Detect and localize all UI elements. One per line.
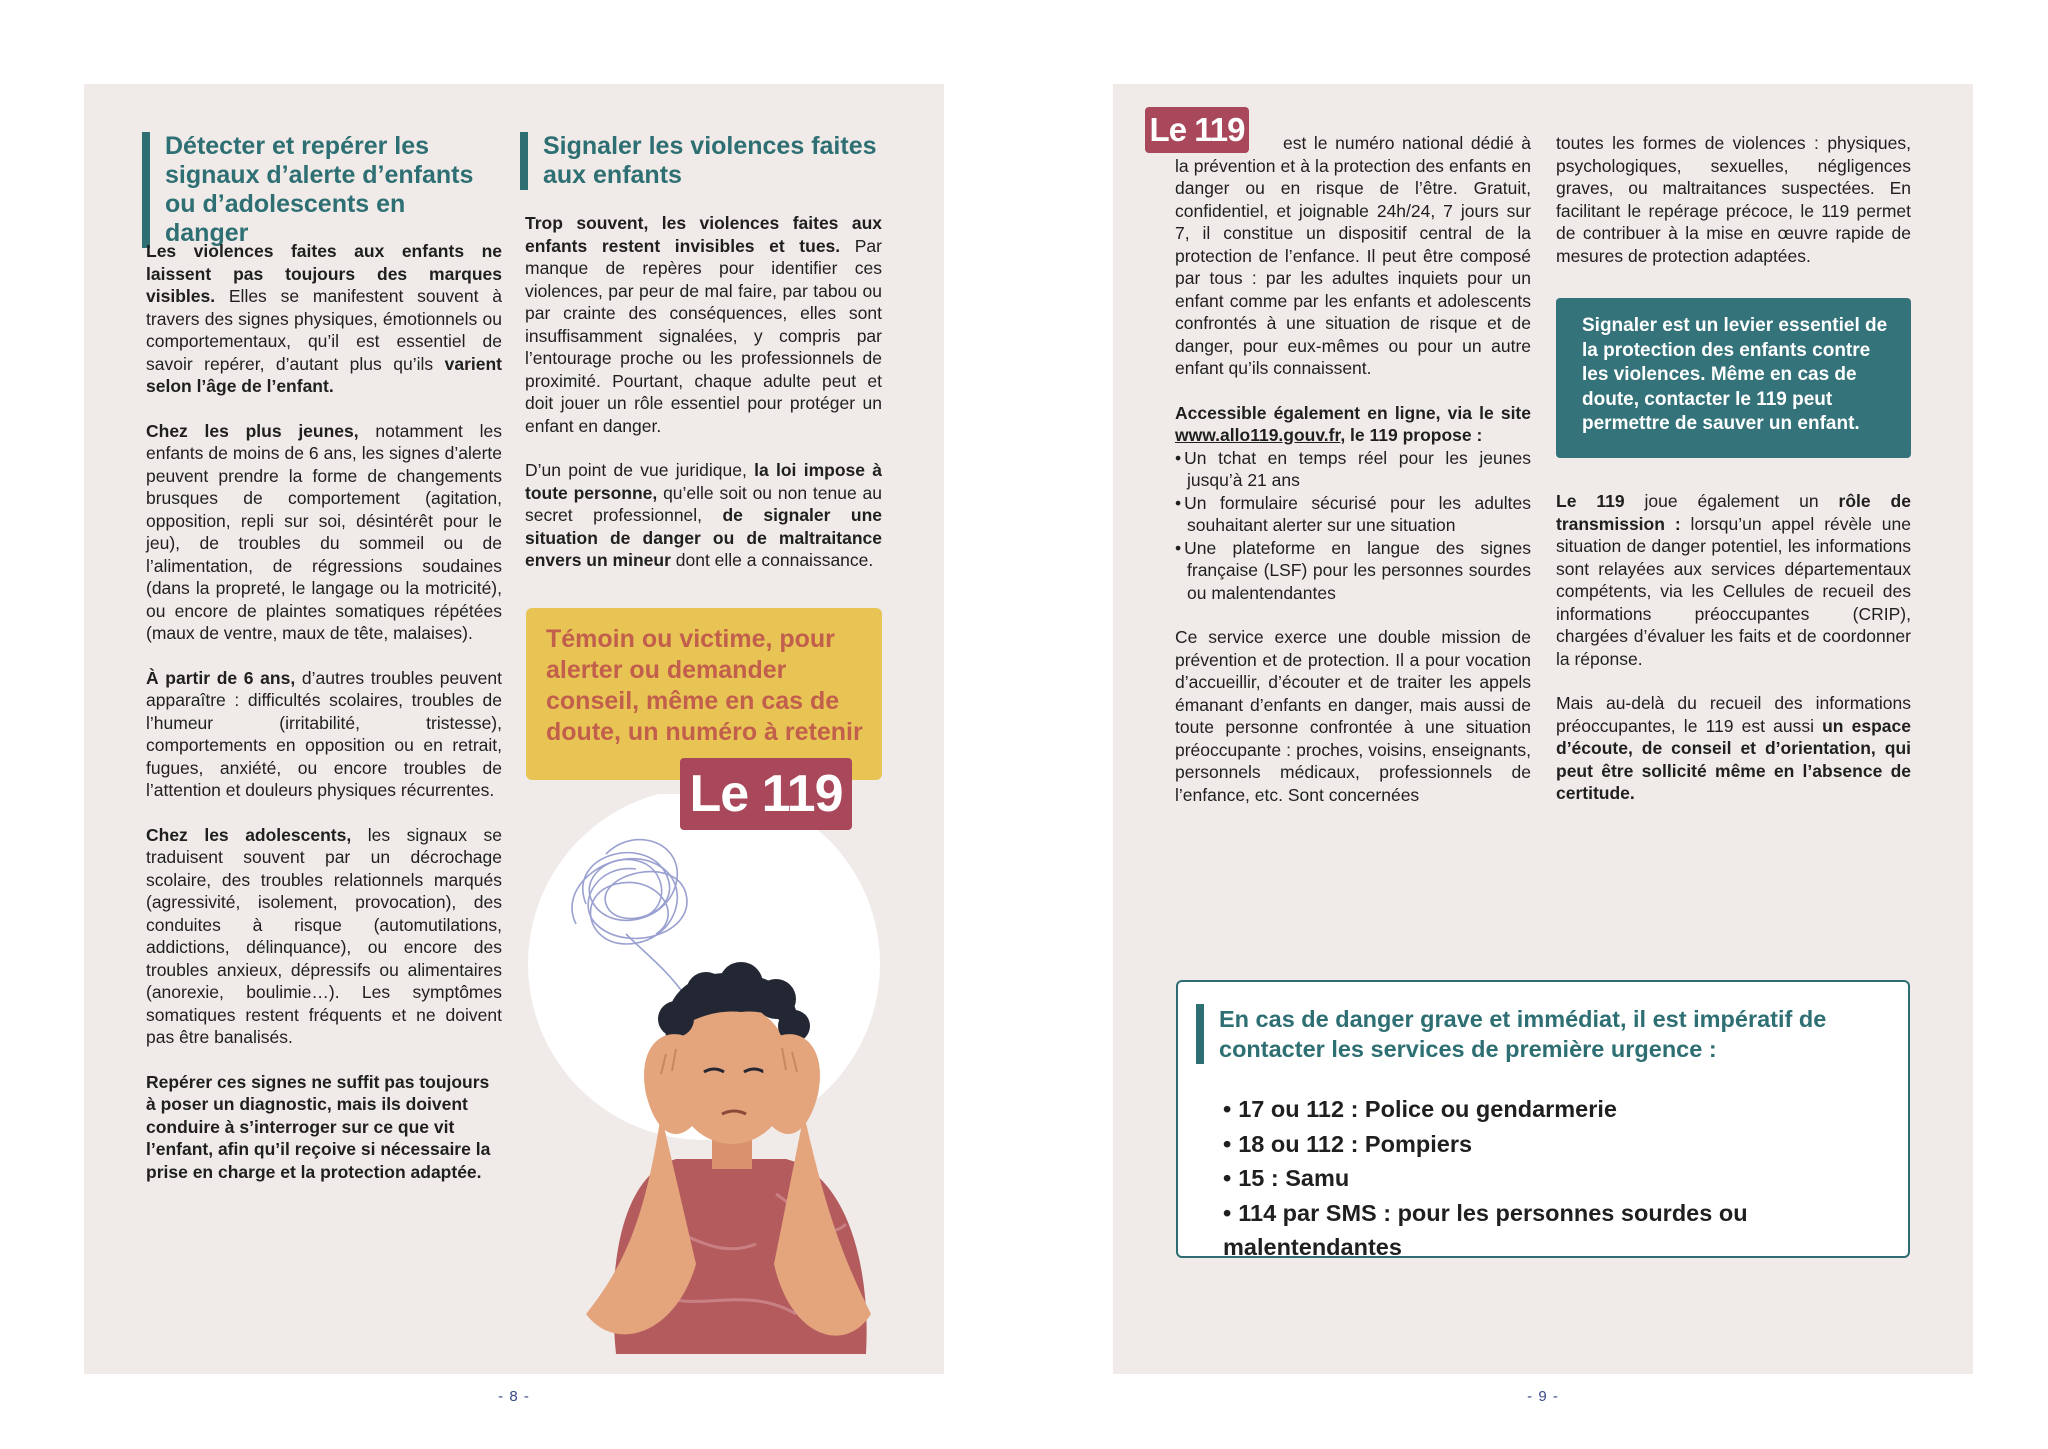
emergency-box [1176,980,1910,1258]
emergency-title: En cas de danger grave et immédiat, il est impératif de contacter les services de première urgence : [1196,1004,1879,1064]
list-item: • 114 par SMS : pour les personnes sourdes ou malentendantes [1223,1196,1908,1265]
highlight-box [1556,298,1911,458]
paragraph: Ce service exerce une double mission de prévention et de protection. Il a pour vocation d’accueillir, d’écouter et de traiter les appels émanant d’enfants en danger, mais aussi de toute personne confrontée à une situation préoccupante : proches, voisins, enseignants, personnels médicaux, professionnels de l’enfance, etc. Sont concernées [1175,627,1531,805]
list-item: • Une plateforme en langue des signes française (LSF) pour les personnes sourdes ou malentendantes [1175,537,1531,605]
heading-signaler: Signaler les violences faites aux enfants [520,132,883,190]
list-item: • Un formulaire sécurisé pour les adultes souhaitant alerter sur une situation [1175,492,1531,537]
paragraph: toutes les formes de violences : physiques, psychologiques, sexuelles, négligences graves, ou maltraitances suspectées. En facilitant le repérage précoce, le 119 permet de contribuer à la mise en œuvre rapide de mesures de protection adaptées. [1556,133,1911,266]
paragraph: Chez les adolescents, les signaux se traduisent souvent par un décrochage scolaire, des troubles relationnels marqués (agressivité, isolement, provocation), des conduites à risque (automutilations, addictions, délinquance), ou encore des troubles anxieux, dépressifs ou alimentaires (anorexie, boulimie…). Les symptômes somatiques restent fréquents et ne doivent pas être banalisés. [146,824,502,1047]
column-signaler [525,212,882,594]
column-detecter [146,240,502,1205]
paragraph: Accessible également en ligne, via le site www.allo119.gouv.fr, le 119 propose : [1175,402,1531,445]
paragraph: Trop souvent, les violences faites aux enfants restent invisibles et tues. Par manque de repères pour identifier ces violences, par peur de mal faire, par tabou ou par crainte des conséquences, elles sont insuffisamment signalées, y compris par l’entourage proche ou les professionnels de proximité. Pourtant, chaque adulte peut et doit jouer un rôle essentiel pour protéger un enfant en danger. [525,213,882,436]
paragraph: Chez les plus jeunes, notamment les enfants de moins de 6 ans, les signes d’alerte peuvent prendre la forme de changements brusques de comportement (agitation, opposition, repli sur soi, désintérêt pour le jeu), de troubles du sommeil ou de l’alimentation, de régressions soudaines (dans la propreté, le langage ou la motricité), ou encore de plaintes somatiques répétées (maux de ventre, maux de tête, malaises). [146,420,503,643]
badge-119: Le 119 [680,758,852,830]
column-119-role [1556,490,1911,827]
callout-box [526,608,882,780]
highlight-text: Signaler est un levier essentiel de la protection des enfants contre les violences. Même en cas de doute, contacter le 119 peut permettre de sauver un enfant. [1582,315,1888,434]
callout-text: Témoin ou victime, pour alerter ou demander conseil, même en cas de doute, un numéro à retenir [546,625,863,746]
column-119-intro [1175,132,1531,828]
heading-detecter: Détecter et repérer les signaux d’alerte d’enfants ou d’adolescents en danger [142,132,495,248]
list-item: • Un tchat en temps réel pour les jeunes jusqu’à 21 ans [1175,447,1531,492]
page-8 [84,84,944,1374]
page-number: - 8 - [498,1388,530,1405]
list-item: • 18 ou 112 : Pompiers [1223,1127,1908,1162]
list-item: • 15 : Samu [1223,1161,1908,1196]
paragraph: À partir de 6 ans, d’autres troubles peuvent apparaître : difficultés scolaires, troubles de l’humeur (irritabilité, tristesse), comportements en opposition ou en retrait, fugues, anxiété, ou encore troubles de l’attention et douleurs physiques récurrentes. [146,667,502,800]
paragraph: D’un point de vue juridique, la loi impose à toute personne, qu’elle soit ou non tenue au secret professionnel, de signaler une situation de danger ou de maltraitance envers un mineur dont elle a connaissance. [525,460,882,570]
paragraph: est le numéro national dédié à la prévention et à la protection des enfants en danger ou en risque de l’être. Gratuit, confidentiel, et joignable 24h/24, 7 jours sur 7, il constitue un dispositif central de la protection de l’enfance. Il peut être composé par tous : par les adultes inquiets pour un enfant comme par les enfants et adolescents confrontés à une situation de risque et de danger, pour eux-mêmes ou pour un autre enfant qu’ils connaissent. [1175,133,1531,378]
badge-119: Le 119 [1145,107,1249,153]
worried-teen-illustration [526,794,886,1354]
list-item: • 17 ou 112 : Police ou gendarmerie [1223,1092,1908,1127]
paragraph: Repérer ces signes ne suffit pas toujours à poser un diagnostic, mais ils doivent conduire à s’interroger sur ce que vit l’enfant, afin qu’il reçoive si nécessaire la prise en charge et la protection adaptée. [146,1071,491,1182]
paragraph: Mais au-delà du recueil des informations préoccupantes, le 119 est aussi un espace d’écoute, de conseil et d’orientation, qui peut être sollicité même en l’absence de certitude. [1556,693,1911,803]
paragraph: Le 119 joue également un rôle de transmission : lorsqu’un appel révèle une situation de danger potentiel, les informations sont relayées aux services départementaux compétents, via les Cellules de recueil des informations préoccupantes (CRIP), chargées d’évaluer les faits et de coordonner la réponse. [1556,491,1911,669]
page-9 [1113,84,1973,1374]
column-119-details [1556,132,1911,289]
website-link[interactable]: www.allo119.gouv.fr [1175,425,1341,445]
page-number: - 9 - [1527,1388,1559,1405]
paragraph: Les violences faites aux enfants ne laissent pas toujours des marques visibles. Elles se manifestent souvent à travers des signes physiques, émotionnels ou comportementaux, qu’il est essentiel de savoir repérer, d’autant plus qu’ils varient selon l’âge de l’enfant. [146,241,502,396]
services-list [1175,447,1531,605]
emergency-numbers-list [1223,1092,1908,1265]
